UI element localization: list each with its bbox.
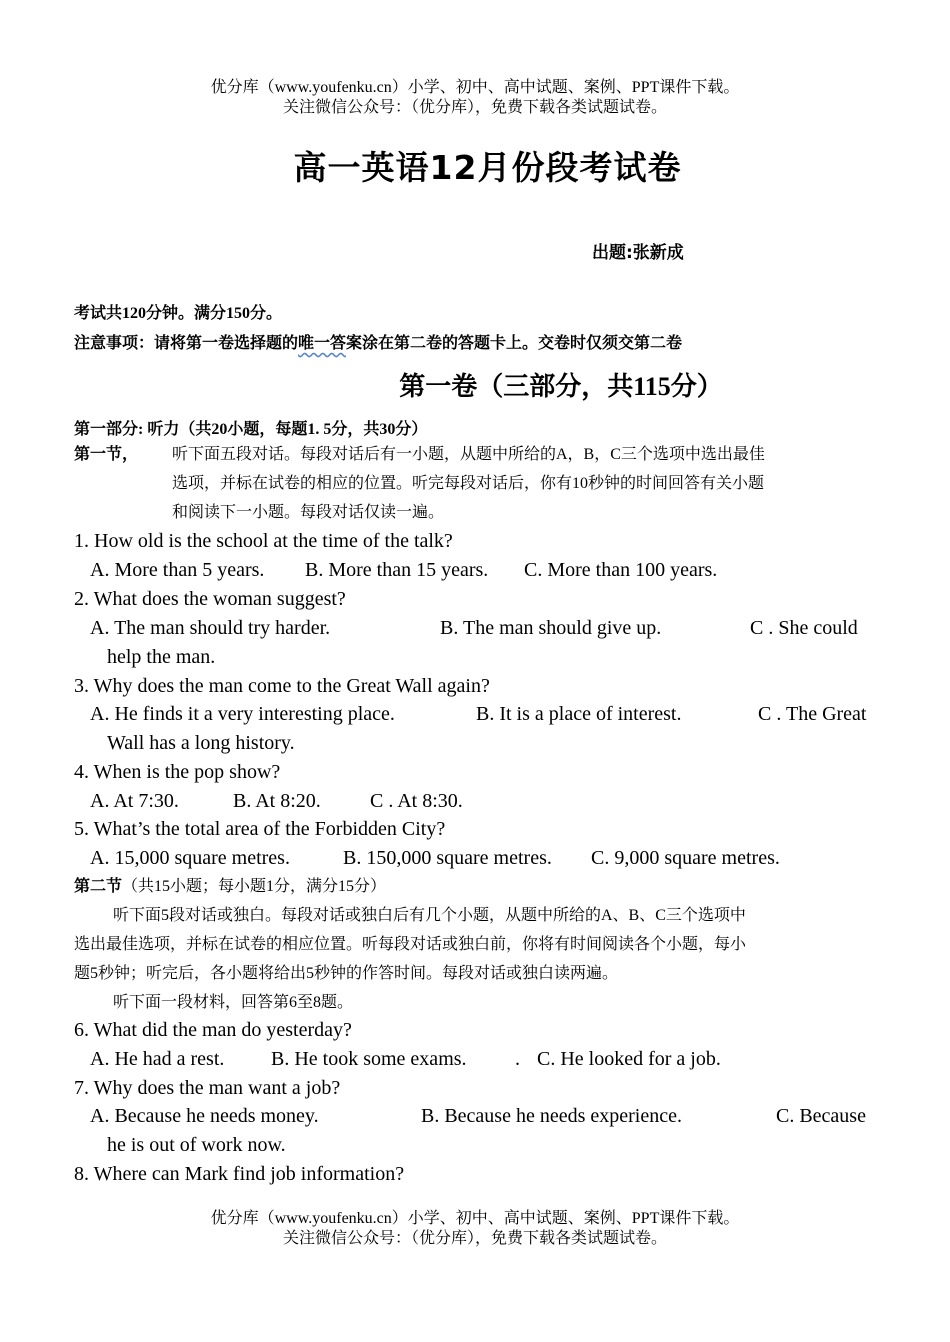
- section1-line-2: 选项，并标在试卷的相应的位置。听完每段对话后，你有10秒钟的时间回答有关小题: [172, 475, 765, 492]
- exam-notice: [74, 330, 682, 353]
- page-title: 高一英语12月份段考试卷: [293, 148, 682, 187]
- part1-heading: 第一部分: 听力（共20小题，每题1. 5分，共30分）: [74, 421, 428, 438]
- section1-label: 第一节，: [74, 446, 139, 463]
- q3-option-c: C . The Great: [758, 703, 867, 725]
- q2-stem: 2. What does the woman suggest?: [74, 588, 346, 610]
- section1-line-3: 和阅读下一小题。每段对话仅读一遍。: [172, 504, 445, 521]
- volume-title: 第一卷（三部分，共115分）: [399, 372, 723, 401]
- q7-option-a: A. Because he needs money.: [90, 1105, 319, 1127]
- q7-stem: 7. Why does the man want a job?: [74, 1077, 341, 1099]
- section2-heading: [74, 872, 386, 901]
- section2-instruction: 听下面一段材料，回答第6至8题。: [113, 994, 354, 1011]
- q4-option-a: A. At 7:30.: [90, 790, 179, 812]
- q1-option-b: B. More than 15 years.: [305, 559, 489, 581]
- header-line-2: 关注微信公众号：（优分库），免费下载各类试题试卷。: [282, 99, 667, 116]
- q1-stem: 1. How old is the school at the time of the talk?: [74, 530, 453, 552]
- q6-option-b: B. He took some exams.: [271, 1048, 467, 1070]
- q6-dot: .: [515, 1048, 520, 1070]
- section2-line-3: 题5秒钟；听完后，各小题将给出5秒钟的作答时间。每段对话或独白读两遍。: [74, 965, 619, 982]
- footer-line-2: 关注微信公众号：（优分库），免费下载各类试题试卷。: [282, 1230, 667, 1247]
- author: 出题:张新成: [592, 243, 684, 263]
- q4-option-b: B. At 8:20.: [233, 790, 321, 812]
- q5-option-b: B. 150,000 square metres.: [343, 847, 552, 869]
- q5-option-c: C. 9,000 square metres.: [591, 847, 780, 869]
- q3-option-c-cont: Wall has a long history.: [107, 732, 295, 754]
- section2-label: 第二节: [74, 878, 123, 895]
- q6-option-a: A. He had a rest.: [90, 1048, 225, 1070]
- q6-stem: 6. What did the man do yesterday?: [74, 1019, 352, 1041]
- q2-option-c: C . She could: [750, 617, 858, 639]
- footer-line-1: 优分库（www.youfenku.cn）小学、初中、高中试题、案例、PPT课件下载。: [210, 1210, 740, 1227]
- section2-note: （共15小题；每小题1分，满分15分）: [122, 878, 387, 895]
- exam-time: 考试共120分钟。满分150分。: [74, 305, 283, 322]
- q1-option-a: A. More than 5 years.: [90, 559, 265, 581]
- q7-option-c-cont: he is out of work now.: [107, 1134, 286, 1156]
- section2-line-2: 选出最佳选项，并标在试卷的相应位置。听每段对话或独白前，你将有时间阅读各个小题，每小: [74, 936, 747, 953]
- q2-option-b: B. The man should give up.: [440, 617, 662, 639]
- q7-option-c: C. Because: [776, 1105, 866, 1127]
- q5-stem: 5. What’s the total area of the Forbidden City?: [74, 818, 446, 840]
- q2-option-a: A. The man should try harder.: [90, 617, 331, 639]
- notice-wavy: 唯一答: [298, 335, 347, 352]
- q7-option-b: B. Because he needs experience.: [421, 1105, 682, 1127]
- q2-option-c-cont: help the man.: [107, 646, 216, 668]
- q1-option-c: C. More than 100 years.: [524, 559, 718, 581]
- notice-part-a: 注意事项：请将第一卷选择题的: [74, 335, 299, 352]
- q4-option-c: C . At 8:30.: [370, 790, 463, 812]
- q5-option-a: A. 15,000 square metres.: [90, 847, 290, 869]
- q6-option-c: C. He looked for a job.: [537, 1048, 721, 1070]
- q3-stem: 3. Why does the man come to the Great Wall again?: [74, 675, 490, 697]
- q3-option-a: A. He finds it a very interesting place.: [90, 703, 395, 725]
- q4-stem: 4. When is the pop show?: [74, 761, 281, 783]
- q3-option-b: B. It is a place of interest.: [476, 703, 682, 725]
- notice-part-b: 案涂在第二卷的答题卡上。交卷时仅须交第二卷: [346, 335, 683, 352]
- section1-line-1: 听下面五段对话。每段对话后有一小题，从题中所给的A，B，C三个选项中选出最佳: [172, 446, 765, 463]
- header-line-1: 优分库（www.youfenku.cn）小学、初中、高中试题、案例、PPT课件下载。: [210, 79, 740, 96]
- q8-stem: 8. Where can Mark find job information?: [74, 1163, 405, 1185]
- section2-line-1: 听下面5段对话或独白。每段对话或独白后有几个小题，从题中所给的A、B、C三个选项中: [113, 907, 746, 924]
